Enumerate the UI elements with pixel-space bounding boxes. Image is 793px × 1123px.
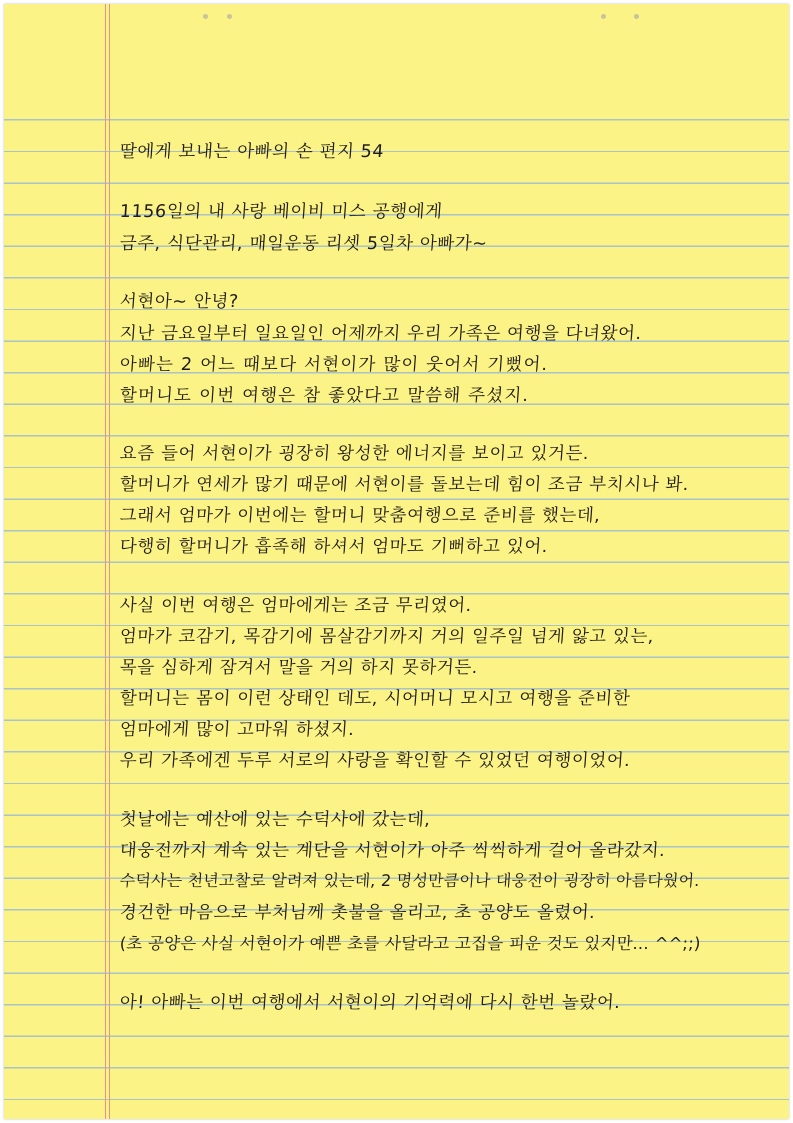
letter-line: 목을 심하게 잠겨서 말을 거의 하지 못하거든. (119, 658, 479, 678)
letter-line: 아빠는 2 어느 때보다 서현이가 많이 웃어서 기뻤어. (119, 355, 550, 375)
letter-line: 대웅전까지 계속 있는 계단을 서현이가 아주 씩씩하게 걸어 올라갔지. (119, 841, 667, 861)
letter-line: 할머니가 연세가 많기 때문에 서현이를 돌보는데 힘이 조금 부치시나 봐. (119, 475, 690, 495)
greeting-line: 금주, 식단관리, 매일운동 리셋 5일차 아빠가~ (119, 234, 489, 254)
letter-line: 그래서 엄마가 이번에는 할머니 맞춤여행으로 준비를 했는데, (119, 506, 602, 526)
letter-line: 할머니도 이번 여행은 참 좋았다고 말씀해 주셨지. (119, 386, 530, 406)
punch-hole (227, 14, 232, 19)
letter-line: 수덕사는 천년고찰로 알려져 있는데, 2 명성만큼이나 대웅전이 굉장히 아름다웠어. (119, 871, 701, 890)
margin-line (109, 4, 110, 1119)
letter-line: 지난 금요일부터 일요일인 어제까지 우리 가족은 여행을 다녀왔어. (119, 324, 643, 344)
margin-line (105, 4, 106, 1119)
letter-line: 아! 아빠는 이번 여행에서 서현이의 기억력에 다시 한번 놀랐어. (119, 993, 622, 1013)
letter-line: 엄마에게 많이 고마워 하셨지. (119, 720, 356, 740)
letter-title: 딸에게 보내는 아빠의 손 편지 54 (119, 142, 385, 162)
page-header-band (4, 4, 789, 92)
greeting-line: 1156일의 내 사랑 베이비 미스 공행에게 (119, 202, 444, 222)
legal-pad-page (4, 4, 789, 1119)
letter-line: 경건한 마음으로 부처님께 촛불을 올리고, 초 공양도 올렸어. (119, 903, 597, 923)
letter-line: (초 공양은 사실 서현이가 예쁜 초를 사달라고 고집을 피운 것도 있지만... ^^;;) (119, 934, 702, 953)
letter-line: 서현아~ 안녕? (119, 292, 240, 312)
letter-line: 사실 이번 여행은 엄마에게는 조금 무리였어. (119, 596, 473, 616)
punch-hole (601, 14, 606, 19)
letter-line: 첫날에는 예산에 있는 수덕사에 갔는데, (119, 810, 432, 830)
punch-hole (203, 14, 208, 19)
punch-hole (634, 14, 639, 19)
letter-line: 요즘 들어 서현이가 굉장히 왕성한 에너지를 보이고 있거든. (119, 444, 590, 464)
letter-line: 다행히 할머니가 흡족해 하셔서 엄마도 기뻐하고 있어. (119, 537, 549, 557)
letter-line: 할머니는 몸이 이런 상태인 데도, 시어머니 모시고 여행을 준비한 (119, 689, 632, 709)
letter-line: 우리 가족에겐 두루 서로의 사랑을 확인할 수 있었던 여행이었어. (119, 751, 632, 771)
letter-line: 엄마가 코감기, 목감기에 몸살감기까지 거의 일주일 넘게 앓고 있는, (119, 627, 655, 647)
